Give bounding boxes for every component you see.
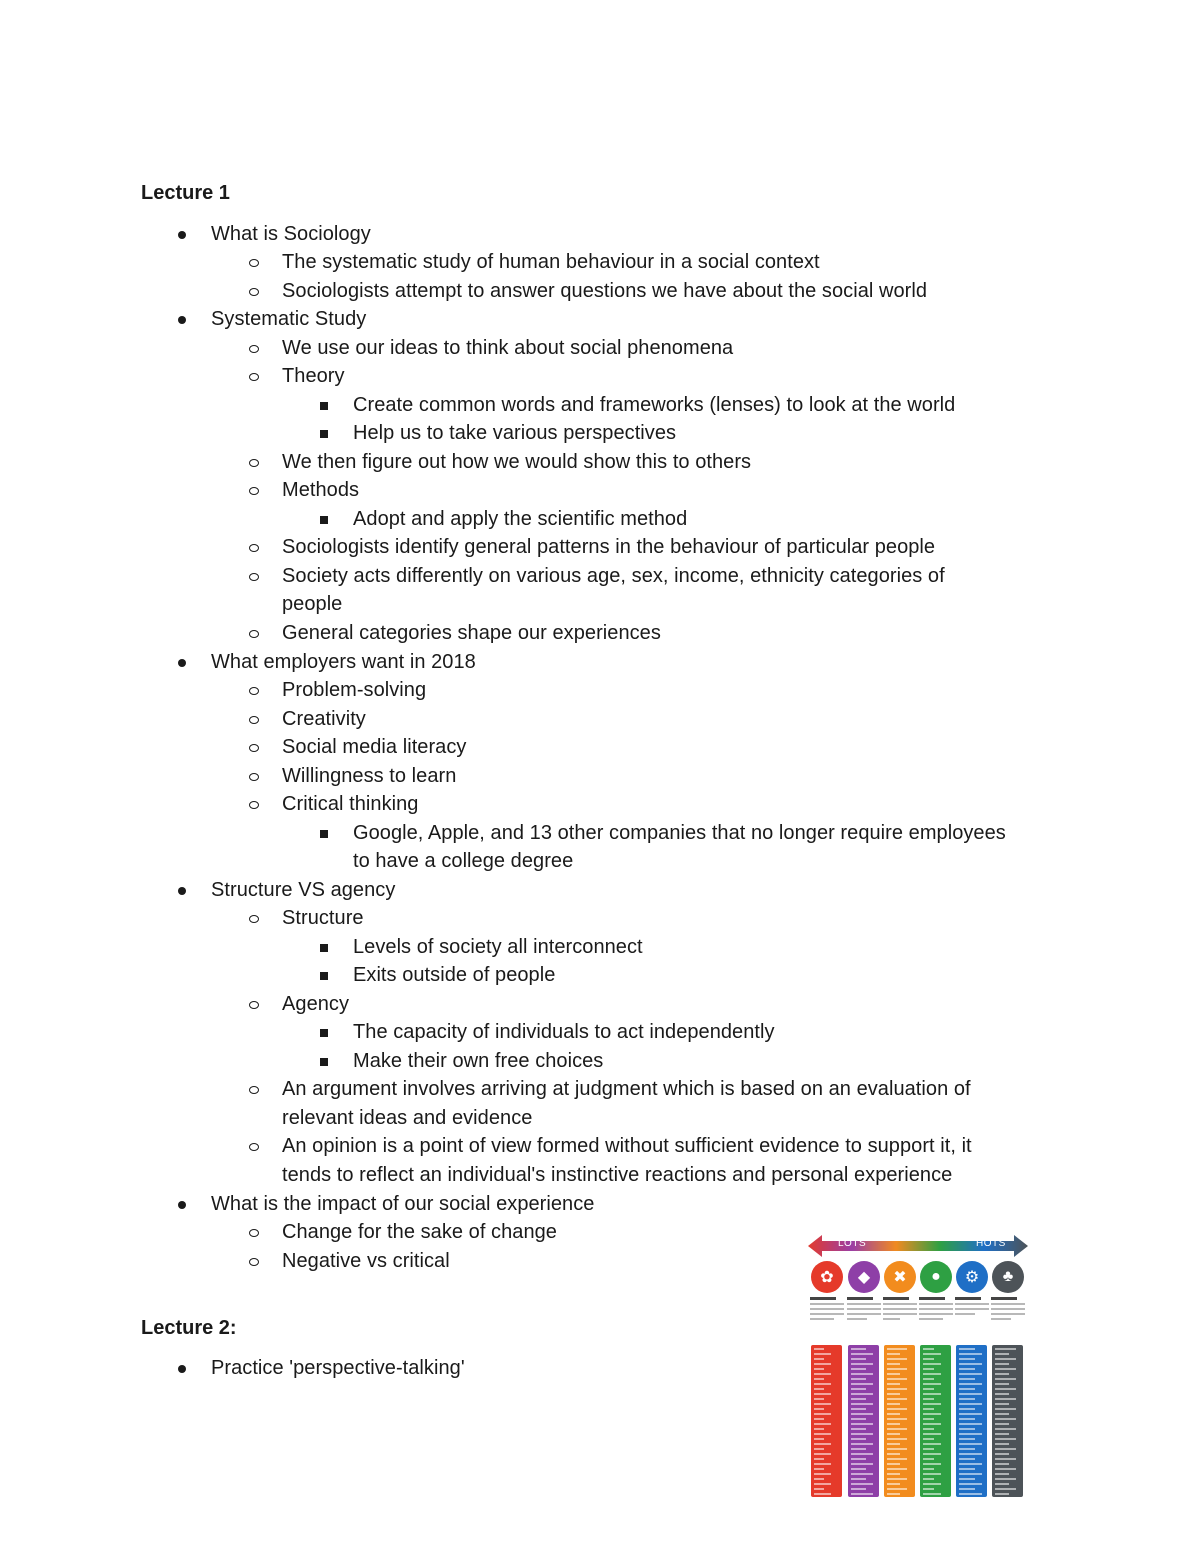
bullet-circle bbox=[249, 345, 259, 353]
list-item: Agency bbox=[282, 993, 350, 1015]
verb-line bbox=[995, 1423, 1009, 1425]
bullet-circle bbox=[249, 744, 259, 752]
verb-line bbox=[851, 1443, 873, 1445]
verb-line bbox=[814, 1438, 824, 1440]
verb-line bbox=[959, 1398, 975, 1400]
bullet-circle bbox=[249, 687, 259, 695]
verb-line bbox=[814, 1408, 824, 1410]
verb-line bbox=[995, 1398, 1016, 1400]
bullet-circle bbox=[249, 915, 259, 923]
bullet-square bbox=[320, 1058, 328, 1066]
verb-line bbox=[959, 1453, 982, 1455]
verb-line bbox=[995, 1413, 1009, 1415]
list-item: What is the impact of our social experience bbox=[211, 1193, 595, 1215]
verb-line bbox=[995, 1453, 1009, 1455]
verb-line bbox=[995, 1368, 1016, 1370]
verb-line bbox=[851, 1488, 866, 1490]
verb-line bbox=[887, 1373, 900, 1375]
verb-line bbox=[851, 1408, 866, 1410]
hots-label: HOTS bbox=[976, 1238, 1006, 1249]
verb-line bbox=[851, 1478, 866, 1480]
bullet-circle bbox=[249, 288, 259, 296]
list-item: What employers want in 2018 bbox=[211, 651, 476, 673]
lecture-1-heading: Lecture 1 bbox=[141, 182, 230, 204]
list-item: Exits outside of people bbox=[353, 964, 556, 986]
verb-line bbox=[923, 1483, 941, 1485]
verb-column bbox=[848, 1345, 879, 1497]
lightbulb-icon: ● bbox=[920, 1261, 952, 1293]
bullet-disc bbox=[178, 231, 186, 239]
bullet-disc bbox=[178, 659, 186, 667]
head-gear-icon: ⚙ bbox=[956, 1261, 988, 1293]
lots-hots-arrow bbox=[808, 1233, 1028, 1259]
verb-line bbox=[923, 1438, 934, 1440]
lecture-2-heading: Lecture 2: bbox=[141, 1317, 237, 1339]
verb-line bbox=[995, 1438, 1016, 1440]
verb-line bbox=[995, 1373, 1009, 1375]
verb-line bbox=[923, 1388, 934, 1390]
verb-line bbox=[959, 1478, 975, 1480]
bullet-circle bbox=[249, 716, 259, 724]
verb-line bbox=[995, 1383, 1009, 1385]
verb-line bbox=[959, 1483, 982, 1485]
verb-line bbox=[814, 1388, 824, 1390]
verb-line bbox=[959, 1458, 975, 1460]
verb-line bbox=[959, 1423, 982, 1425]
verb-line bbox=[851, 1453, 873, 1455]
verb-line bbox=[887, 1403, 900, 1405]
list-item-continuation: to have a college degree bbox=[353, 850, 574, 872]
verb-line bbox=[923, 1428, 934, 1430]
verb-line bbox=[923, 1458, 934, 1460]
bullet-disc bbox=[178, 1201, 186, 1209]
verb-line bbox=[923, 1468, 934, 1470]
verb-line bbox=[995, 1443, 1009, 1445]
verb-line bbox=[923, 1408, 934, 1410]
verb-line bbox=[923, 1413, 941, 1415]
verb-line bbox=[923, 1463, 941, 1465]
verb-line bbox=[814, 1433, 831, 1435]
list-item: Make their own free choices bbox=[353, 1050, 604, 1072]
verb-line bbox=[923, 1493, 941, 1495]
bullet-circle bbox=[249, 487, 259, 495]
verb-line bbox=[851, 1433, 873, 1435]
verb-line bbox=[814, 1453, 831, 1455]
verb-line bbox=[887, 1408, 907, 1410]
verb-line bbox=[995, 1428, 1016, 1430]
verb-line bbox=[814, 1423, 831, 1425]
verb-line bbox=[887, 1363, 900, 1365]
level-caption bbox=[883, 1297, 917, 1337]
verb-line bbox=[887, 1483, 900, 1485]
verb-line bbox=[887, 1443, 900, 1445]
list-item: An opinion is a point of view formed without sufficient evidence to support it, it bbox=[282, 1135, 972, 1157]
bullet-circle bbox=[249, 259, 259, 267]
list-item: Creativity bbox=[282, 708, 366, 730]
verb-line bbox=[923, 1348, 934, 1350]
verb-line bbox=[851, 1463, 873, 1465]
verb-line bbox=[851, 1393, 873, 1395]
bullet-square bbox=[320, 430, 328, 438]
verb-line bbox=[959, 1348, 975, 1350]
verb-line bbox=[959, 1358, 975, 1360]
verb-line bbox=[995, 1483, 1009, 1485]
list-item: Change for the sake of change bbox=[282, 1221, 557, 1243]
verb-line bbox=[959, 1408, 975, 1410]
list-item: Adopt and apply the scientific method bbox=[353, 508, 688, 530]
level-caption bbox=[955, 1297, 989, 1337]
verb-line bbox=[995, 1458, 1016, 1460]
verb-line bbox=[851, 1383, 873, 1385]
verb-line bbox=[959, 1468, 975, 1470]
verb-line bbox=[814, 1443, 831, 1445]
verb-line bbox=[995, 1393, 1009, 1395]
verb-line bbox=[814, 1458, 824, 1460]
verb-line bbox=[887, 1353, 900, 1355]
verb-line bbox=[814, 1428, 824, 1430]
verb-line bbox=[851, 1413, 873, 1415]
cross-tools-icon: ✖ bbox=[884, 1261, 916, 1293]
verb-line bbox=[995, 1473, 1009, 1475]
list-item: Google, Apple, and 13 other companies that no longer require employees bbox=[353, 822, 1006, 844]
verb-column bbox=[884, 1345, 915, 1497]
verb-line bbox=[851, 1473, 873, 1475]
list-item: Create common words and frameworks (lenses) to look at the world bbox=[353, 394, 956, 416]
verb-line bbox=[923, 1353, 941, 1355]
verb-line bbox=[851, 1458, 866, 1460]
tree-icon: ♣ bbox=[992, 1261, 1024, 1293]
verb-line bbox=[923, 1358, 934, 1360]
level-caption bbox=[991, 1297, 1025, 1337]
verb-line bbox=[923, 1478, 934, 1480]
verb-line bbox=[851, 1403, 873, 1405]
verb-line bbox=[851, 1423, 873, 1425]
bullet-disc bbox=[178, 316, 186, 324]
bullet-square bbox=[320, 830, 328, 838]
verb-line bbox=[995, 1408, 1016, 1410]
verb-line bbox=[887, 1478, 907, 1480]
verb-line bbox=[923, 1368, 934, 1370]
verb-line bbox=[851, 1373, 873, 1375]
verb-line bbox=[923, 1383, 941, 1385]
verb-line bbox=[995, 1493, 1009, 1495]
verb-line bbox=[959, 1373, 982, 1375]
verb-line bbox=[887, 1368, 907, 1370]
verb-line bbox=[923, 1378, 934, 1380]
verb-line bbox=[959, 1363, 982, 1365]
verb-line bbox=[923, 1373, 941, 1375]
brain-icon: ✿ bbox=[811, 1261, 843, 1293]
verb-line bbox=[995, 1348, 1016, 1350]
level-caption bbox=[847, 1297, 881, 1337]
list-item: Critical thinking bbox=[282, 793, 419, 815]
verb-line bbox=[887, 1493, 900, 1495]
list-item: Structure bbox=[282, 907, 364, 929]
verb-line bbox=[995, 1488, 1016, 1490]
list-item: Methods bbox=[282, 479, 360, 501]
verb-line bbox=[851, 1353, 873, 1355]
list-item: Willingness to learn bbox=[282, 765, 457, 787]
verb-line bbox=[959, 1473, 982, 1475]
lots-label: LOTS bbox=[838, 1238, 867, 1249]
verb-line bbox=[887, 1473, 900, 1475]
verb-line bbox=[814, 1483, 831, 1485]
list-item: An argument involves arriving at judgment which is based on an evaluation of bbox=[282, 1078, 971, 1100]
bullet-circle bbox=[249, 1001, 259, 1009]
verb-line bbox=[887, 1453, 900, 1455]
verb-line bbox=[995, 1463, 1009, 1465]
verb-line bbox=[851, 1378, 866, 1380]
verb-line bbox=[923, 1473, 941, 1475]
bullet-circle bbox=[249, 459, 259, 467]
verb-line bbox=[887, 1458, 907, 1460]
verb-line bbox=[995, 1363, 1009, 1365]
verb-line bbox=[814, 1473, 831, 1475]
verb-line bbox=[814, 1378, 824, 1380]
verb-line bbox=[923, 1448, 934, 1450]
verb-line bbox=[851, 1418, 866, 1420]
bullet-circle bbox=[249, 573, 259, 581]
verb-line bbox=[814, 1353, 831, 1355]
verb-line bbox=[851, 1398, 866, 1400]
verb-line bbox=[959, 1403, 982, 1405]
verb-line bbox=[959, 1353, 982, 1355]
verb-line bbox=[995, 1433, 1009, 1435]
verb-line bbox=[887, 1388, 907, 1390]
verb-line bbox=[959, 1388, 975, 1390]
bullet-disc bbox=[178, 1365, 186, 1373]
verb-line bbox=[814, 1488, 824, 1490]
verb-line bbox=[959, 1418, 975, 1420]
list-item: General categories shape our experiences bbox=[282, 622, 661, 644]
list-item: Society acts differently on various age, sex, income, ethnicity categories of bbox=[282, 565, 945, 587]
bullet-circle bbox=[249, 544, 259, 552]
verb-line bbox=[814, 1418, 824, 1420]
list-item: The capacity of individuals to act independently bbox=[353, 1021, 775, 1043]
verb-line bbox=[959, 1393, 982, 1395]
list-item: Practice 'perspective-talking' bbox=[211, 1357, 465, 1379]
list-item: Theory bbox=[282, 365, 345, 387]
list-item: The systematic study of human behaviour in a social context bbox=[282, 251, 820, 273]
bullet-circle bbox=[249, 1143, 259, 1151]
verb-line bbox=[851, 1363, 873, 1365]
verb-line bbox=[959, 1383, 982, 1385]
bullet-square bbox=[320, 1029, 328, 1037]
list-item-continuation: relevant ideas and evidence bbox=[282, 1107, 533, 1129]
verb-line bbox=[887, 1423, 900, 1425]
list-item: Systematic Study bbox=[211, 308, 367, 330]
list-item: Levels of society all interconnect bbox=[353, 936, 643, 958]
verb-line bbox=[923, 1453, 941, 1455]
verb-line bbox=[887, 1488, 907, 1490]
verb-line bbox=[887, 1433, 900, 1435]
verb-line bbox=[923, 1433, 941, 1435]
verb-line bbox=[814, 1478, 824, 1480]
verb-line bbox=[887, 1383, 900, 1385]
verb-line bbox=[887, 1448, 907, 1450]
verb-line bbox=[959, 1433, 982, 1435]
verb-line bbox=[814, 1368, 824, 1370]
verb-column bbox=[956, 1345, 987, 1497]
verb-line bbox=[923, 1403, 941, 1405]
verb-column bbox=[811, 1345, 842, 1497]
verb-line bbox=[887, 1398, 907, 1400]
bullet-circle bbox=[249, 1258, 259, 1266]
verb-line bbox=[923, 1423, 941, 1425]
list-item: Structure VS agency bbox=[211, 879, 396, 901]
verb-line bbox=[995, 1448, 1016, 1450]
verb-line bbox=[851, 1468, 866, 1470]
verb-line bbox=[814, 1468, 824, 1470]
verb-line bbox=[814, 1493, 831, 1495]
verb-line bbox=[995, 1403, 1009, 1405]
bullet-disc bbox=[178, 887, 186, 895]
verb-line bbox=[959, 1413, 982, 1415]
verb-line bbox=[923, 1393, 941, 1395]
verb-line bbox=[814, 1358, 824, 1360]
verb-line bbox=[851, 1483, 873, 1485]
verb-line bbox=[814, 1393, 831, 1395]
list-item: What is Sociology bbox=[211, 223, 371, 245]
verb-line bbox=[959, 1443, 982, 1445]
bullet-circle bbox=[249, 1086, 259, 1094]
verb-line bbox=[959, 1448, 975, 1450]
verb-line bbox=[851, 1358, 866, 1360]
verb-line bbox=[887, 1348, 907, 1350]
verb-line bbox=[887, 1468, 907, 1470]
verb-line bbox=[814, 1348, 824, 1350]
list-item: Problem-solving bbox=[282, 679, 427, 701]
bullet-square bbox=[320, 944, 328, 952]
verb-line bbox=[851, 1438, 866, 1440]
verb-line bbox=[887, 1393, 900, 1395]
bullet-circle bbox=[249, 630, 259, 638]
puzzle-icon: ◆ bbox=[848, 1261, 880, 1293]
bullet-square bbox=[320, 972, 328, 980]
verb-line bbox=[814, 1413, 831, 1415]
verb-line bbox=[887, 1378, 907, 1380]
verb-line bbox=[995, 1478, 1016, 1480]
verb-line bbox=[851, 1388, 866, 1390]
verb-line bbox=[959, 1368, 975, 1370]
verb-line bbox=[887, 1428, 907, 1430]
verb-line bbox=[814, 1363, 831, 1365]
verb-column bbox=[920, 1345, 951, 1497]
verb-line bbox=[923, 1443, 941, 1445]
verb-line bbox=[814, 1373, 831, 1375]
verb-line bbox=[995, 1468, 1016, 1470]
verb-line bbox=[923, 1398, 934, 1400]
bullet-circle bbox=[249, 373, 259, 381]
bullet-square bbox=[320, 402, 328, 410]
verb-line bbox=[814, 1383, 831, 1385]
list-item: Help us to take various perspectives bbox=[353, 422, 677, 444]
bullet-circle bbox=[249, 773, 259, 781]
verb-line bbox=[851, 1348, 866, 1350]
verb-line bbox=[887, 1358, 907, 1360]
bullet-circle bbox=[249, 1229, 259, 1237]
list-item-continuation: people bbox=[282, 593, 343, 615]
list-item: We then figure out how we would show this to others bbox=[282, 451, 752, 473]
list-item: Sociologists identify general patterns in the behaviour of particular people bbox=[282, 536, 936, 558]
list-item-continuation: tends to reflect an individual's instinctive reactions and personal experience bbox=[282, 1164, 953, 1186]
verb-line bbox=[851, 1428, 866, 1430]
verb-line bbox=[995, 1388, 1016, 1390]
verb-line bbox=[995, 1358, 1016, 1360]
bullet-square bbox=[320, 516, 328, 524]
list-item: We use our ideas to think about social phenomena bbox=[282, 337, 734, 359]
bullet-circle bbox=[249, 801, 259, 809]
level-caption bbox=[919, 1297, 953, 1337]
verb-line bbox=[923, 1363, 941, 1365]
list-item: Sociologists attempt to answer questions we have about the social world bbox=[282, 280, 928, 302]
verb-line bbox=[887, 1418, 907, 1420]
verb-line bbox=[995, 1378, 1016, 1380]
verb-line bbox=[814, 1403, 831, 1405]
verb-line bbox=[851, 1448, 866, 1450]
verb-line bbox=[959, 1428, 975, 1430]
verb-line bbox=[851, 1493, 873, 1495]
verb-line bbox=[814, 1398, 824, 1400]
verb-line bbox=[814, 1448, 824, 1450]
blooms-taxonomy-graphic bbox=[808, 1233, 1028, 1499]
verb-line bbox=[959, 1463, 982, 1465]
verb-line bbox=[995, 1353, 1009, 1355]
verb-line bbox=[959, 1488, 975, 1490]
verb-line bbox=[814, 1463, 831, 1465]
verb-line bbox=[851, 1368, 866, 1370]
verb-line bbox=[959, 1438, 975, 1440]
verb-line bbox=[959, 1378, 975, 1380]
list-item: Social media literacy bbox=[282, 736, 467, 758]
verb-column bbox=[992, 1345, 1023, 1497]
level-caption bbox=[810, 1297, 844, 1337]
verb-line bbox=[887, 1463, 900, 1465]
verb-line bbox=[959, 1493, 982, 1495]
verb-line bbox=[995, 1418, 1016, 1420]
list-item: Negative vs critical bbox=[282, 1250, 450, 1272]
verb-line bbox=[923, 1418, 934, 1420]
verb-line bbox=[923, 1488, 934, 1490]
verb-line bbox=[887, 1413, 900, 1415]
verb-line bbox=[887, 1438, 907, 1440]
